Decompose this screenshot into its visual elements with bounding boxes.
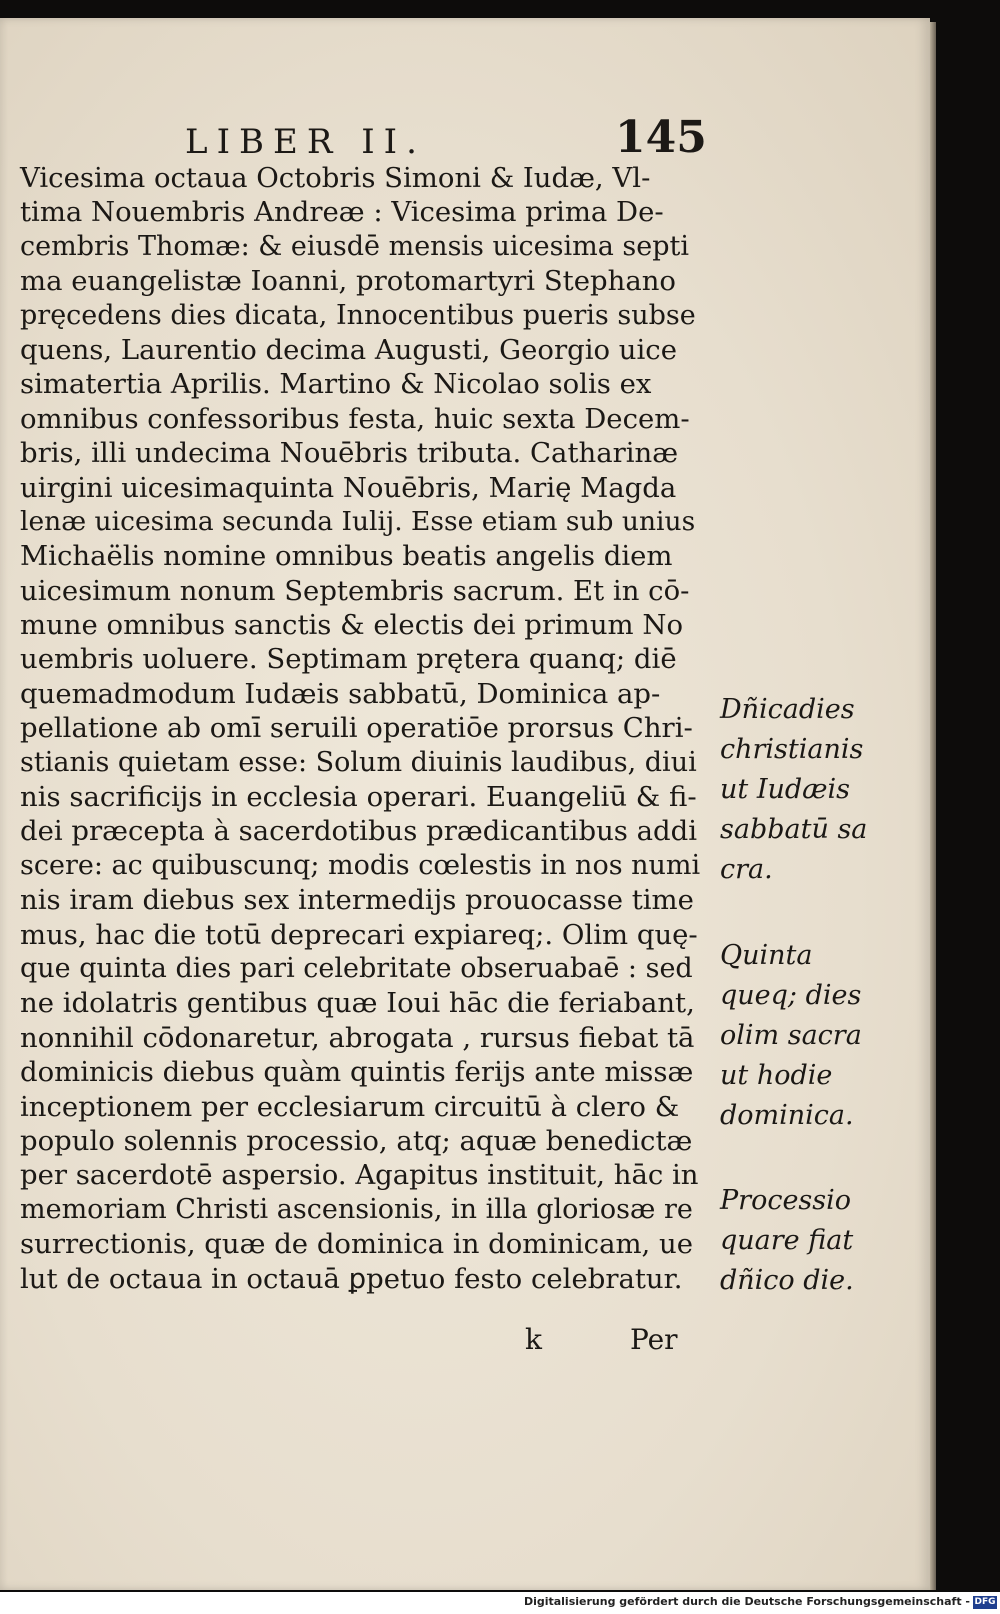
text-line: quens, Laurentio decima Augusti, Georgio uice xyxy=(20,333,677,366)
footer-bar xyxy=(0,1592,1000,1614)
text-line: uirgini uicesimaquinta Nouēbris, Marię Magda xyxy=(20,471,677,504)
text-line: nis sacrificijs in ecclesia operari. Euangeliū & fi- xyxy=(20,781,697,814)
text-line: per sacerdotē aspersio. Agapitus instituit, hāc in xyxy=(20,1159,699,1192)
text-line: quemadmodum Iudæis sabbatū, Dominica ap- xyxy=(20,677,661,710)
text-line: ne idolatris gentibus quæ Ioui hāc die feriabant, xyxy=(20,987,695,1020)
text-line: uembris uoluere. Septimam prętera quanq; diē xyxy=(20,643,677,676)
text-line: bris, illi undecima Nouēbris tributa. Catharinæ xyxy=(20,437,679,470)
page-edge xyxy=(930,22,936,1590)
text-line: nis iram diebus sex intermedijs prouocasse time xyxy=(20,884,694,917)
text-line: lenæ uicesima secunda Iulij. Esse etiam sub unius xyxy=(20,505,696,537)
catchword: Per xyxy=(630,1323,678,1356)
side-note-line: Processio xyxy=(720,1185,852,1216)
dfg-logo: DFG xyxy=(974,1597,996,1607)
text-line: simatertia Aprilis. Martino & Nicolao solis ex xyxy=(20,368,652,401)
text-line: que quinta dies pari celebritate obseruabaē : sed xyxy=(20,952,693,984)
text-line: nonnihil cōdonaretur, abrogata , rursus fiebat tā xyxy=(20,1021,695,1054)
side-note-line: quare fiat xyxy=(720,1225,854,1256)
text-line: omnibus confessoribus festa, huic sexta Decem- xyxy=(20,402,690,435)
side-note xyxy=(720,1181,870,1301)
text-line: lut de octaua in octauā ꝑpetuo festo celebratur. xyxy=(20,1262,683,1295)
side-note-line: dominica. xyxy=(720,1100,854,1131)
text-line: stianis quietam esse: Solum diuinis laudibus, diui xyxy=(20,746,697,778)
text-line: Vicesima octaua Octobris Simoni & Iudæ, Vl- xyxy=(20,162,651,194)
folio-number: 145 xyxy=(615,112,707,163)
text-line: pręcedens dies dicata, Innocentibus pueris subse xyxy=(20,299,696,331)
text-line: surrectionis, quæ de dominica in dominicam, ue xyxy=(20,1228,694,1261)
catchword-line xyxy=(525,1323,725,1363)
text-line: dei præcepta à sacerdotibus prædicantibus addi xyxy=(20,815,698,848)
side-note xyxy=(720,690,870,890)
text-line: ma euangelistæ Ioanni, protomartyri Stephano xyxy=(20,265,676,298)
side-note-line: ut Iudæis xyxy=(720,774,851,805)
side-note-line: queq; dies xyxy=(720,980,862,1011)
side-note-line: olim sacra xyxy=(720,1020,862,1051)
side-note-line: sabbatū sa xyxy=(720,814,868,845)
main-text-block xyxy=(20,161,868,1296)
side-note xyxy=(720,936,870,1136)
side-note-line: christianis xyxy=(720,734,864,765)
text-line: cembris Thomæ: & eiusdē mensis uicesima septi xyxy=(20,230,690,262)
side-note-line: ut hodie xyxy=(720,1060,833,1091)
text-line: pellatione ab omī seruili operatiōe prorsus Chri- xyxy=(20,712,693,745)
text-line: Michaëlis nomine omnibus beatis angelis diem xyxy=(20,540,673,573)
text-line: uicesimum nonum Septembris sacrum. Et in cō- xyxy=(20,574,690,607)
text-line: populo solennis processio, atq; aquæ benedictæ xyxy=(20,1124,693,1157)
text-line: memoriam Christi ascensionis, in illa gloriosæ re xyxy=(20,1193,693,1225)
text-line: inceptionem per ecclesiarum circuitū à clero & xyxy=(20,1090,680,1123)
side-note-line: Dñicadies xyxy=(720,694,855,725)
side-note-line: dñico die. xyxy=(720,1265,854,1296)
text-line: scere: ac quibuscunq; modis cœlestis in nos numi xyxy=(20,849,701,881)
running-head: LIBER II. xyxy=(185,122,426,162)
book-page xyxy=(0,18,930,1590)
side-note-line: Quinta xyxy=(720,940,813,971)
text-line: dominicis diebus quàm quintis ferijs ante missæ xyxy=(20,1056,694,1089)
text-line: mune omnibus sanctis & electis dei primum No xyxy=(20,609,683,642)
signature-mark: k xyxy=(525,1323,542,1356)
side-note-line: cra. xyxy=(720,854,773,885)
text-line: tima Nouembris Andreæ : Vicesima prima De- xyxy=(20,196,664,229)
funding-credit: Digitalisierung gefördert durch die Deutsche Forschungsgemeinschaft - xyxy=(523,1595,970,1608)
text-line: mus, hac die totū deprecari expiareq;. Olim quę- xyxy=(20,918,698,951)
